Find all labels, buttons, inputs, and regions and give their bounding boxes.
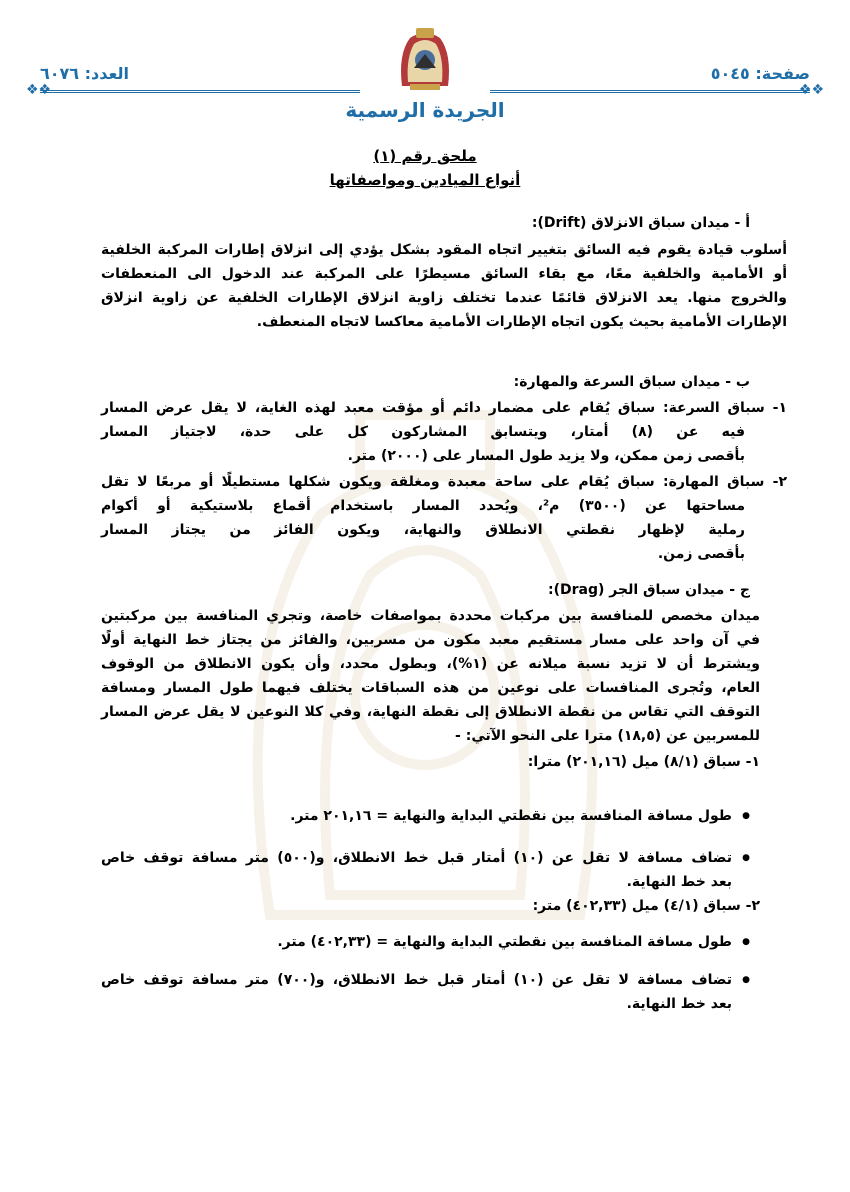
annex-header [0,144,850,192]
skill-race-line: بأقصى زمن. [657,546,745,562]
section-a-heading: أ - ميدان سباق الانزلاق (Drift): [531,215,750,231]
annex-number: ملحق رقم (١) [373,147,477,165]
header-rule-left [40,90,360,93]
section-a-line: أو الأمامية والخلفية معًا، مع بقاء السائق مسيطرًا على المركبة عند الدخول الى المنعطفات [101,266,787,282]
race-eighth-mile-heading: ١- سباق (٨/١) ميل (٢٠١,١٦) مترا: [527,754,760,770]
ornament-knot-icon: ❖❖ [26,82,52,98]
race-eighth-mile-extra: ● تضاف مسافة لا تقل عن (١٠) أمتار قبل خط الانطلاق، و(٥٠٠) متر مسافة توقف خاص [101,848,732,868]
section-a-line: الإطارات الأمامية بحيث يكون اتجاه الإطارات الأمامية معاكسا لاتجاه المنعطف. [256,314,787,330]
gazette-title: الجريدة الرسمية [345,98,505,122]
race-quarter-mile-extra: بعد خط النهاية. [626,996,732,1012]
coat-of-arms-icon [394,24,456,94]
speed-race-line: بأقصى زمن ممكن، ولا يزيد طول المسار على (٢٠٠٠) متر. [347,448,745,464]
section-c-line: للمسربين عن (١٨,٥) مترا على النحو الآتي: - [455,728,760,744]
race-quarter-mile-distance: ● طول مسافة المنافسة بين نقطتي البداية والنهاية = (٤٠٢,٣٣) متر. [277,932,732,952]
speed-race-line: فيه عن (٨) أمتار، ويتسابق المشاركون كل على حدة، لاجتياز المسار [101,424,745,440]
header-rule-right [490,90,810,93]
section-a-line: والخروج منها. يعد الانزلاق قائمًا عندما تختلف زاوية انزلاق الإطارات الخلفية عن زاوية انزلاق [101,290,787,306]
race-eighth-mile-extra: بعد خط النهاية. [626,874,732,890]
section-c-line: العام، وتُجرى المنافسات على نوعين من هذه السباقات يختلف فيهما طول المسار ومسافة [101,680,760,696]
race-eighth-mile-distance: ● طول مسافة المنافسة بين نقطتي البداية والنهاية = ٢٠١,١٦ متر. [290,806,732,826]
skill-race-line: ٢- سباق المهارة: سباق يُقام على ساحة معبدة ومغلقة ويكون شكلها مستطيلًا أو مربعًا لا تقل [101,474,787,490]
race-quarter-mile-heading: ٢- سباق (٤/١) ميل (٤٠٢,٣٣) متر: [532,898,760,914]
annex-title: أنواع الميادين ومواصفاتها [329,171,521,189]
race-quarter-mile-extra: ● تضاف مسافة لا تقل عن (١٠) أمتار قبل خط الانطلاق، و(٧٠٠) متر مسافة توقف خاص [101,970,732,990]
page-number: صفحة: ٥٠٤٥ [710,64,810,83]
speed-race-line: ١- سباق السرعة: سباق يُقام على مضمار دائم أو مؤقت معبد لهذه الغاية، لا يقل عرض المسار [101,400,787,416]
section-c-line: ويشترط أن لا تزيد نسبة ميلانه عن (١%)، وبطول محدد، وأن يكون الانطلاق من الوقوف [101,656,760,672]
section-a-line: أسلوب قيادة يقوم فيه السائق بتغيير اتجاه المقود بشكل يؤدي إلى انزلاق إطارات المركبة الخلفية [101,242,787,258]
ornament-knot-icon: ❖❖ [798,82,824,98]
section-b-heading: ب - ميدان سباق السرعة والمهارة: [513,374,750,390]
section-c-line: التوقف التي تقاس من نقطة الانطلاق إلى نقطة النهاية، وفي كلا النوعين لا يقل عرض المسار [101,704,760,720]
issue-number: العدد: ٦٠٧٦ [40,64,130,83]
section-c-line: ميدان مخصص للمنافسة بين مركبات محددة بمواصفات خاصة، وتجري المنافسة بين مركبتين [101,608,760,624]
section-c-line: في آن واحد على مسار مستقيم معبد مكون من مسربين، والفائز من يجتاز خط النهاية أولًا [101,632,760,648]
skill-race-line: مساحتها عن (٣٥٠٠) م²، ويُحدد المسار باستخدام أقماع بلاستيكية أو أكوام [101,498,745,514]
skill-race-line: رملية لإظهار نقطتي الانطلاق والنهاية، ويكون الفائز من يجتاز المسار [101,522,745,538]
section-c-heading: ج - ميدان سباق الجر (Drag): [548,582,750,598]
